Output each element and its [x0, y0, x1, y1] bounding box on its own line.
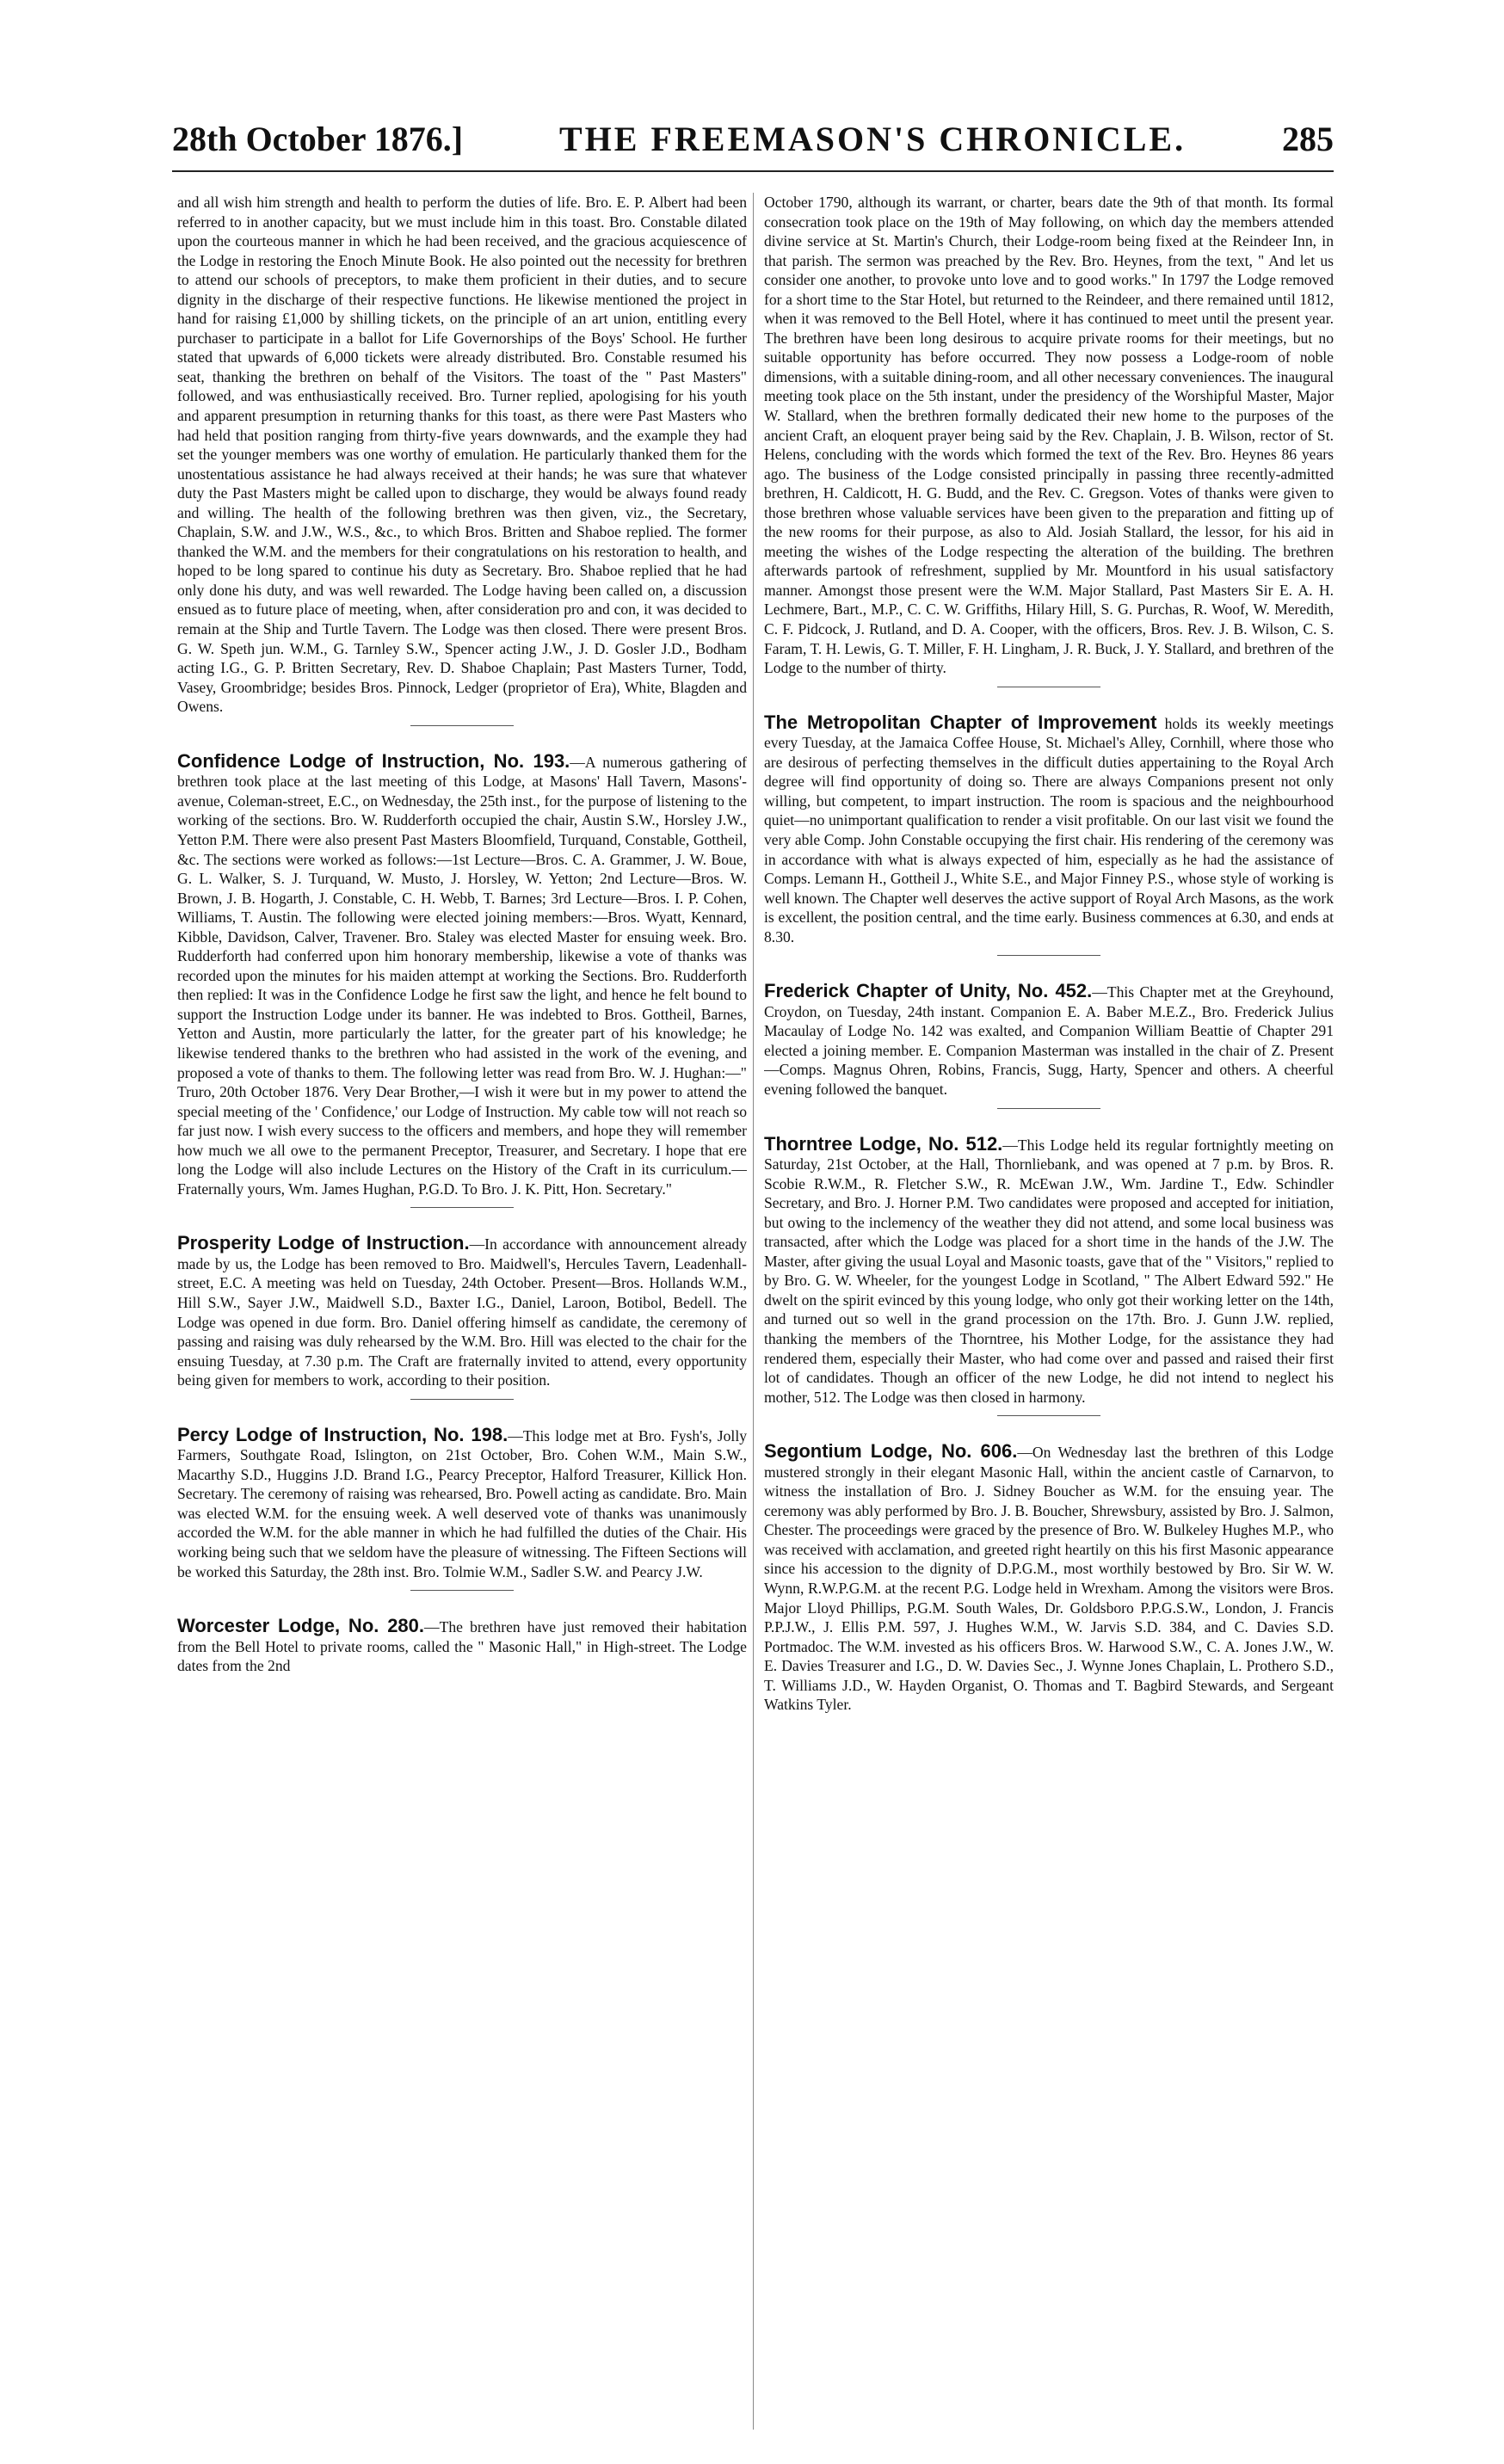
column-divider: [753, 193, 754, 2430]
article-body: —This lodge met at Bro. Fysh's, Jolly Farmers, Southgate Road, Islington, on 21st October, Bro. Cohen W.M., Main S.W., Macarthy S.D., Huggins J.D. Brand I.G., Pearcy Preceptor, Halford Treasurer, Killick Hon. Secretary. The ceremony of raising was rehearsed, Bro. Powell acting as candidate. Bro. Main was elected W.M. for the ensuing week. A well deserved vote of thanks was unanimously accorded the W.M. for the able manner in which he had fulfilled the duties of the Chair. His working being such that we seldom have the pleasure of witnessing. The Fifteen Sections will be worked this Saturday, the 28th inst. Bro. Tolmie W.M., Sadler S.W. and Pearcy J.W.: [177, 1426, 747, 1580]
article-heading: Worcester Lodge, No. 280.: [177, 1615, 425, 1637]
section-rule: [410, 1399, 514, 1400]
article-heading: Prosperity Lodge of Instruction.: [177, 1232, 470, 1254]
article-frederick-chapter: [764, 982, 1334, 1099]
publication-title: THE FREEMASON'S CHRONICLE.: [559, 120, 1187, 158]
article-body: —This Lodge held its regular fortnightly meeting on Saturday, 21st October, at the Hall, Thornliebank, and was opened at 7 p.m. by Bros. R. Scobie R.W.M., R. Fletcher S.W., R. McEwan J.W., Wm. Jardine T., Edw. Schindler Secretary, and Bro. J. Horner P.M. Two candidates were proposed and accepted for initiation, but owing to the inclemency of the weather they did not attend, and some local business was transacted, after which the Lodge was placed for a short time in the hands of the J.W. The Master, after giving the usual Loyal and Masonic toasts, gave that of the " Visitors," replied to by Bro. G. W. Wheeler, for the youngest Lodge in Scotland, " The Albert Edward 592." He dwelt on the spirit evinced by this young lodge, who only got their working letter on the 14th, and turned out so well in the grand procession on the 17th. Bro. J. Gunn J.W. replied, thanking the members of the Thorntree, his Mother Lodge, for the assistance they had rendered them, especially their Master, who had come over and passed and raised their first lot of candidates. Though an officer of the new Lodge, he did not intend to neglect his mother, 512. The Lodge was then closed in harmony.: [764, 1136, 1334, 1406]
article-heading: The Metropolitan Chapter of Improvement: [764, 711, 1157, 733]
page-header: [172, 119, 1334, 172]
article-body: holds its weekly meetings every Tuesday, at the Jamaica Coffee House, St. Michael's Alley, Cornhill, where those who are desirous of perfecting themselves in the difficult duties appertaining to the Royal Arch degree will find opportunity of doing so. There are always Companions present not only willing, but competent, to impart instruction. The room is spacious and the neighbourhood quiet—no unimportant qualification to render a visit profitable. On our last visit we found the very able Comp. John Constable occupying the first chair. His rendering of the ceremony was in accordance with what is always expected of him, especially as he had the assistance of Comps. Lemann H., Gottheil J., White S.E., and Major Finney P.S., whose style of working is well known. The Chapter well deserves the active support of Royal Arch Masons, as the work is excellent, the position central, and the time early. Business commences at 6.30, and ends at 8.30.: [764, 714, 1334, 946]
article-body: —In accordance with announcement already made by us, the Lodge has been removed to Bro. Maidwell's, Hercules Tavern, Leadenhall-street, E.C. A meeting was held on Tuesday, 24th October. Present—Bros. Hollands W.M., Hill S.W., Sayer J.W., Maidwell S.D., Baxter I.G., Daniel, Laroon, Botibol, Bedell. The Lodge was opened in due form. Bro. Daniel offering himself as candidate, the ceremony of passing and raising was duly rehearsed by the W.M. Bro. Hill was elected to the chair for the ensuing Tuesday, at 7.30 p.m. The Craft are fraternally invited to attend, every opportunity being given for members to work, according to their position.: [177, 1235, 747, 1389]
article-confidence-lodge: [177, 749, 747, 1199]
left-column: [177, 193, 747, 2447]
issue-date: 28th October 1876.]: [172, 120, 464, 158]
article-worcester-continuation: October 1790, although its warrant, or charter, bears date the 9th of that month. Its formal consecration took place on the 19th of May following, on which day the members attended divine service at St. Martin's Church, their Lodge-room being fixed at the Reindeer Inn, in that parish. The sermon was preached by the Rev. Bro. Heynes, from the text, " And let us consider one another, to provoke unto love and to good works." In 1797 the Lodge removed for a short time to the Star Hotel, but returned to the Reindeer, and there remained until 1812, when it was removed to the Bell Hotel, where it has continued to meet until the present year. The brethren have been long desirous to acquire private rooms for their meetings, but no suitable opportunity has before occurred. They now possess a Lodge-room of noble dimensions, with a suitable dining-room, and all other necessary conveniences. The inaugural meeting took place on the 5th instant, under the presidency of the Worshipful Master, Major W. Stallard, when the brethren formally dedicated their new home to the purposes of the ancient Craft, an eloquent prayer being said by the Rev. Chaplain, J. B. Wilson, rector of St. Helens, concluding with the words which formed the text of the Rev. Bro. Heynes 86 years ago. The business of the Lodge consisted principally in passing three recently-admitted brethren, H. Caldicott, H. G. Budd, and the Rev. C. Gregson. Votes of thanks were given to those brethren whose valuable services have been given to the preparation and fitting up of the new rooms for their purpose, as also to Ald. Josiah Stallard, the lessor, for his aid in meeting the wishes of the Lodge respecting the alteration of the building. The brethren afterwards partook of refreshment, supplied by Mr. Mountford in his usual satisfactory manner. Amongst those present were the W.M. Major Stallard, Past Masters Sir E. A. H. Lechmere, Bart., M.P., C. C. W. Griffiths, Hilary Hill, S. G. Purchas, R. Woof, W. Meredith, C. F. Pidcock, J. Rutland, and D. A. Cooper, with the officers, Bros. Rev. J. B. Wilson, C. S. Faram, T. H. Lewis, G. T. Miller, F. H. Lingham, J. R. Buck, J. Y. Stallard, and brethren of the Lodge to the number of thirty.: [764, 194, 1334, 677]
article-body: —A numerous gathering of brethren took place at the last meeting of this Lodge, at Masons' Hall Tavern, Masons'-avenue, Coleman-street, E.C., on Wednesday, the 25th inst., for the purpose of listening to the working of the sections. Bro. W. Rudderforth occupied the chair, Austin S.W., Horsley J.W., Yetton P.M. There were also present Past Masters Bloomfield, Turquand, Constable, Gottheil, &c. The sections were worked as follows:—1st Lecture—Bros. C. A. Grammer, J. W. Boue, G. L. Walker, S. J. Turquand, W. Musto, J. Horsley, W. Yetton; 2nd Lecture—Bros. W. Brown, J. B. Hogarth, J. Constable, C. H. Webb, T. Barnes; 3rd Lecture—Bros. I. P. Cohen, Williams, T. Austin. The following were elected joining members:—Bros. Wyatt, Kennard, Kibble, Davidson, Calver, Travener. Bro. Staley was elected Master for ensuing week. Bro. Rudderforth had conferred upon him honorary membership, likewise a vote of thanks was recorded upon the minutes for his maiden attempt at working the Sections. Bro. Rudderforth then replied: It was in the Confidence Lodge he first saw the light, and hence he felt bound to support the Instruction Lodge under its banner. He was indebted to Bros. Gottheil, Barnes, Yetton and Austin, more particularly the latter, for the greater part of his knowledge; he likewise tendered thanks to the brethren who had assisted in the work of the evening, and proposed a vote of thanks to them. The following letter was read from Bro. W. J. Hughan:—" Truro, 20th October 1876. Very Dear Brother,—I wish it were but in my power to attend the special meeting of the ' Confidence,' our Lodge of Instruction. My cable tow will not reach so far just now. I wish every success to the officers and members, and hope they will remember how much we all owe to the permanent Preceptor, Treasurer, and Secretary. I hope that ere long the Lodge will also include Lectures on the History of the Craft in its curriculum.—Fraternally yours, Wm. James Hughan, P.G.D. To Bro. J. K. Pitt, Hon. Secretary.": [177, 753, 747, 1198]
right-column: [764, 193, 1334, 2447]
article-body: —On Wednesday last the brethren of this Lodge mustered strongly in their elegant Masonic Hall, within the ancient castle of Carnarvon, to witness the installation of Bro. J. Sidney Boucher as W.M. for the ensuing year. The ceremony was ably performed by Bro. J. B. Boucher, Shrewsbury, assisted by Bro. J. Salmon, Chester. The proceedings were graced by the presence of Bro. W. Bulkeley Hughes M.P., who was received with acclamation, and greeted right heartily on this his first Masonic appearance since his accession to the dignity of D.P.G.M., most worthily bestowed by Bro. Sir W. W. Wynn, R.W.P.G.M. at the recent P.G. Lodge held in Wrexham. Among the visitors were Bros. Major Lloyd Phillips, P.G.M. South Wales, Dr. Goldsboro P.P.G.S.W., London, J. Francis P.P.J.W., J. Ellis P.M. 597, J. Hughes W.M., W. Jarvis S.D. 384, and C. Davies S.D. Portmadoc. The W.M. invested as his officers Bros. W. Harwood S.W., C. A. Jones J.W., W. E. Davies Treasurer and I.G., D. W. Davies Sec., J. Wynne Jones Chaplain, L. Prothero S.D., T. Williams J.D., W. Hayden Organist, O. Thomas and T. Bagbird Stewards, and Sergeant Watkins Tyler.: [764, 1444, 1334, 1714]
article-metropolitan-chapter: [764, 713, 1334, 947]
section-rule: [997, 955, 1100, 956]
article-heading: Confidence Lodge of Instruction, No. 193.: [177, 749, 570, 772]
article-heading: Thorntree Lodge, No. 512.: [764, 1132, 1003, 1155]
article-prosperity-lodge: [177, 1234, 747, 1389]
section-rule: [410, 1590, 514, 1591]
article-heading: Percy Lodge of Instruction, No. 198.: [177, 1423, 509, 1445]
article-heading: Frederick Chapter of Unity, No. 452.: [764, 980, 1093, 1002]
article-heading: Segontium Lodge, No. 606.: [764, 1440, 1018, 1463]
article-worcester-lodge: [177, 1617, 747, 1676]
article-body: —The brethren have just removed their habitation from the Bell Hotel to private rooms, called the " Masonic Hall," in High-street. The Lodge dates from the 2nd: [177, 1618, 747, 1675]
section-rule: [997, 1415, 1100, 1416]
section-rule: [997, 1108, 1100, 1109]
section-rule: [410, 725, 514, 726]
article-percy-lodge: [177, 1423, 747, 1581]
article-body: —This Chapter met at the Greyhound, Croydon, on Tuesday, 24th instant. Companion E. A. Baber M.E.Z., Bro. Frederick Julius Macaulay of Lodge No. 142 was exalted, and Companion William Beattie of Chapter 291 elected a joining member. E. Companion Masterman was installed in the chair of Z. Present—Comps. Magnus Ohren, Robins, Francis, Sugg, Harty, Spencer and others. A cheerful evening followed the banquet.: [764, 983, 1334, 1098]
page-number: 285: [1282, 120, 1334, 158]
article-continuation: and all wish him strength and health to perform the duties of life. Bro. E. P. Albert had been referred to in another capacity, but we must include him in this toast. Bro. Constable dilated upon the courteous manner in which he had been received, and the gracious acquiescence of the Lodge in restoring the Enoch Minute Book. He also pointed out the necessity for brethren to attend our schools of preceptors, to make them proficient in their duties, and to secure dignity in the discharge of their respective functions. He likewise mentioned the project in hand for raising £1,000 by shilling tickets, on the principle of an art union, entitling every purchaser to participate in a ballot for Life Governorships of the Boys' School. He further stated that upwards of 6,000 tickets were already distributed. Bro. Constable resumed his seat, thanking the brethren on behalf of the Visitors. The toast of the " Past Masters" followed, and was enthusiastically received. Bro. Turner replied, apologising for his youth and apparent presumption in returning thanks for this toast, as there were Past Masters who had held that position ranging from thirty-five years downwards, and the example they had set the younger members was one worthy of emulation. He particularly thanked them for the unostentatious assistance he had always received at their hands; he was sure that whatever duty the Past Masters might be called upon to discharge, they would be always found ready and willing. The health of the following brethren was then given, viz., the Secretary, Chaplain, S.W. and J.W., W.S., &c., to which Bros. Britten and Shaboe replied. The former thanked the W.M. and the members for their congratulations on his restoration to health, and hoped to be long spared to continue his duty as Secretary. Bro. Shaboe replied that he had only done his duty, and was well rewarded. The Lodge having been called on, a discussion ensued as to future place of meeting, when, after consideration pro and con, it was decided to remain at the Ship and Turtle Tavern. The Lodge was then closed. There were present Bros. G. W. Speth jun. W.M., G. Tarnley S.W., Spencer acting J.W., J. D. Gosler J.D., Bodham acting I.G., G. P. Britten Secretary, Rev. D. Shaboe Chaplain; Past Masters Turner, Todd, Vasey, Groombridge; besides Bros. Pinnock, Ledger (proprietor of Era), White, Blagden and Owens.: [177, 194, 747, 716]
section-rule: [410, 1207, 514, 1208]
article-segontium-lodge: [764, 1442, 1334, 1715]
article-thorntree-lodge: [764, 1132, 1334, 1408]
